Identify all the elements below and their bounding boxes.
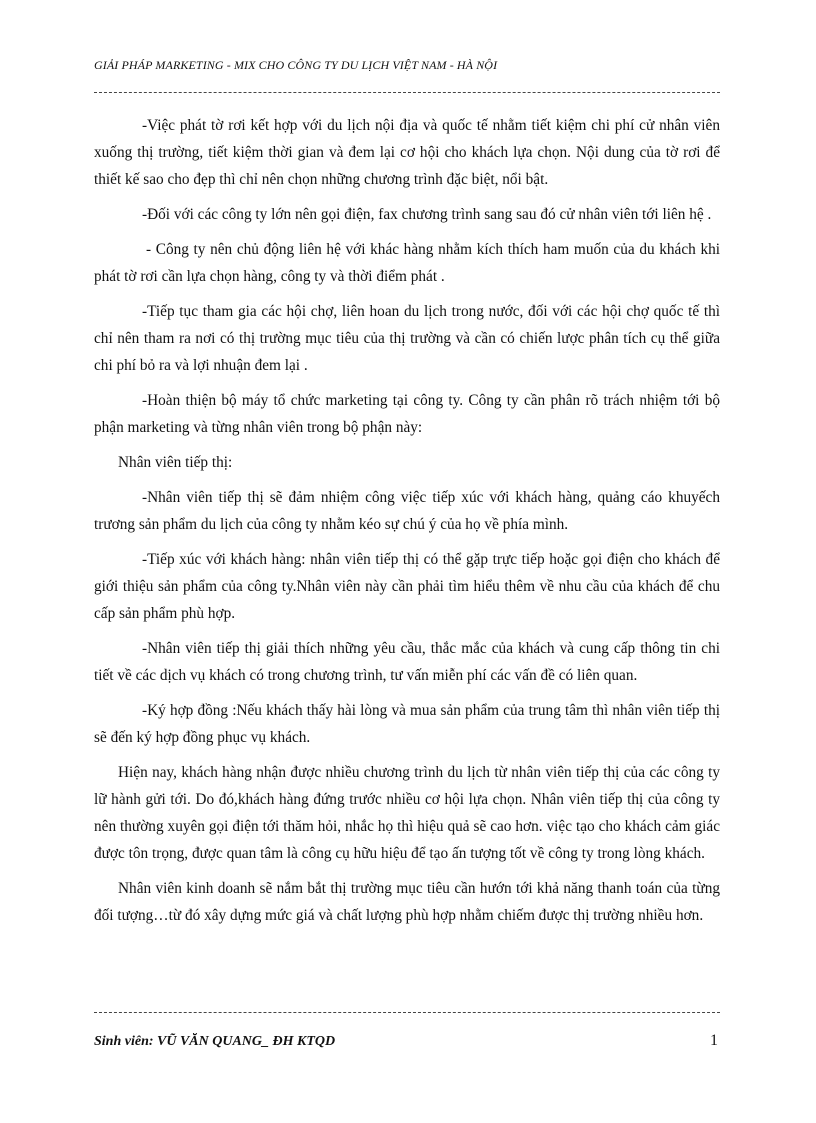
paragraph-proactive-contact: - Công ty nên chủ động liên hệ với khác hàng nhằm kích thích ham muốn của du khách khi phát tờ rơi cần lựa chọn hàng, công ty và thời điểm phát . bbox=[94, 241, 720, 285]
footer-author: Sinh viên: VŨ VĂN QUANG_ ĐH KTQD bbox=[94, 1034, 336, 1049]
header-divider bbox=[94, 92, 720, 93]
paragraph-trade-fairs: -Tiếp tục tham gia các hội chợ, liên hoan du lịch trong nước, đối với các hội chợ quốc tế thì chỉ nên tham ra nơi có thị trường mục tiêu của thị trường và cần có chiến lược phân tích cụ thể giữa chi phí bỏ ra và lợi nhuận đem lại . bbox=[94, 303, 720, 374]
page-number: 1 bbox=[710, 1032, 718, 1049]
footer-divider bbox=[94, 1012, 720, 1013]
paragraph-large-companies: -Đối với các công ty lớn nên gọi điện, fax chương trình sang sau đó cử nhân viên tới liên hệ . bbox=[142, 206, 712, 223]
paragraph-explanations: -Nhân viên tiếp thị giải thích những yêu cầu, thắc mắc của khách và cung cấp thông tin chi tiết về các dịch vụ khách có trong chương trình, tư vấn miễn phí các vấn đề có liên quan. bbox=[94, 640, 720, 684]
running-header: GIẢI PHÁP MARKETING - MIX CHO CÔNG TY DU LỊCH VIỆT NAM - HÀ NỘI bbox=[94, 58, 498, 72]
paragraph-business-staff: Nhân viên kinh doanh sẽ nắm bắt thị trường mục tiêu cần hướn tới khả năng thanh toán của từng đối tượng…từ đó xây dựng mức giá và chất lượng phù hợp nhằm chiếm được thị trường nhiều hơn. bbox=[94, 880, 720, 924]
paragraph-contract: -Ký hợp đồng :Nếu khách thấy hài lòng và mua sản phẩm của trung tâm thì nhân viên tiếp thị sẽ đến ký hợp đồng phục vụ khách. bbox=[94, 702, 720, 746]
paragraph-marketing-organization: -Hoàn thiện bộ máy tổ chức marketing tại công ty. Công ty cần phân rõ trách nhiệm tới bộ phận marketing và từng nhân viên trong bộ phận này: bbox=[94, 392, 720, 436]
paragraph-sales-staff-heading: Nhân viên tiếp thị: bbox=[118, 454, 233, 471]
paragraph-leaflets: -Việc phát tờ rơi kết hợp với du lịch nội địa và quốc tế nhằm tiết kiệm chi phí cử nhân viên xuống thị trường, tiết kiệm thời gian và đem lại cơ hội cho khách lựa chọn. Nội dung của tờ rơi để thiết kế sao cho đẹp thì chỉ nên chọn những chương trình đặc biệt, nổi bật. bbox=[94, 117, 720, 188]
document-body bbox=[94, 112, 720, 937]
paragraph-staff-duties: -Nhân viên tiếp thị sẽ đảm nhiệm công việc tiếp xúc với khách hàng, quảng cáo khuyếch trương sản phẩm du lịch của công ty nhằm kéo sự chú ý của họ về phía mình. bbox=[94, 489, 720, 533]
paragraph-current-situation: Hiện nay, khách hàng nhận được nhiều chương trình du lịch từ nhân viên tiếp thị của các công ty lữ hành gửi tới. Do đó,khách hàng đứng trước nhiều cơ hội lựa chọn. Nhân viên tiếp thị của công ty nên thường xuyên gọi điện tới thăm hỏi, nhắc họ thì hiệu quả sẽ cao hơn. việc tạo cho khách cảm giác được tôn trọng, được quan tâm là công cụ hữu hiệu để tạo ấn tượng tốt về công ty trong lòng khách. bbox=[94, 764, 720, 862]
paragraph-customer-contact: -Tiếp xúc với khách hàng: nhân viên tiếp thị có thể gặp trực tiếp hoặc gọi điện cho khách để giới thiệu sản phẩm của công ty.Nhân viên này cần phải tìm hiểu thêm về nhu cầu của khách để chu cấp sản phẩm phù hợp. bbox=[94, 551, 720, 622]
